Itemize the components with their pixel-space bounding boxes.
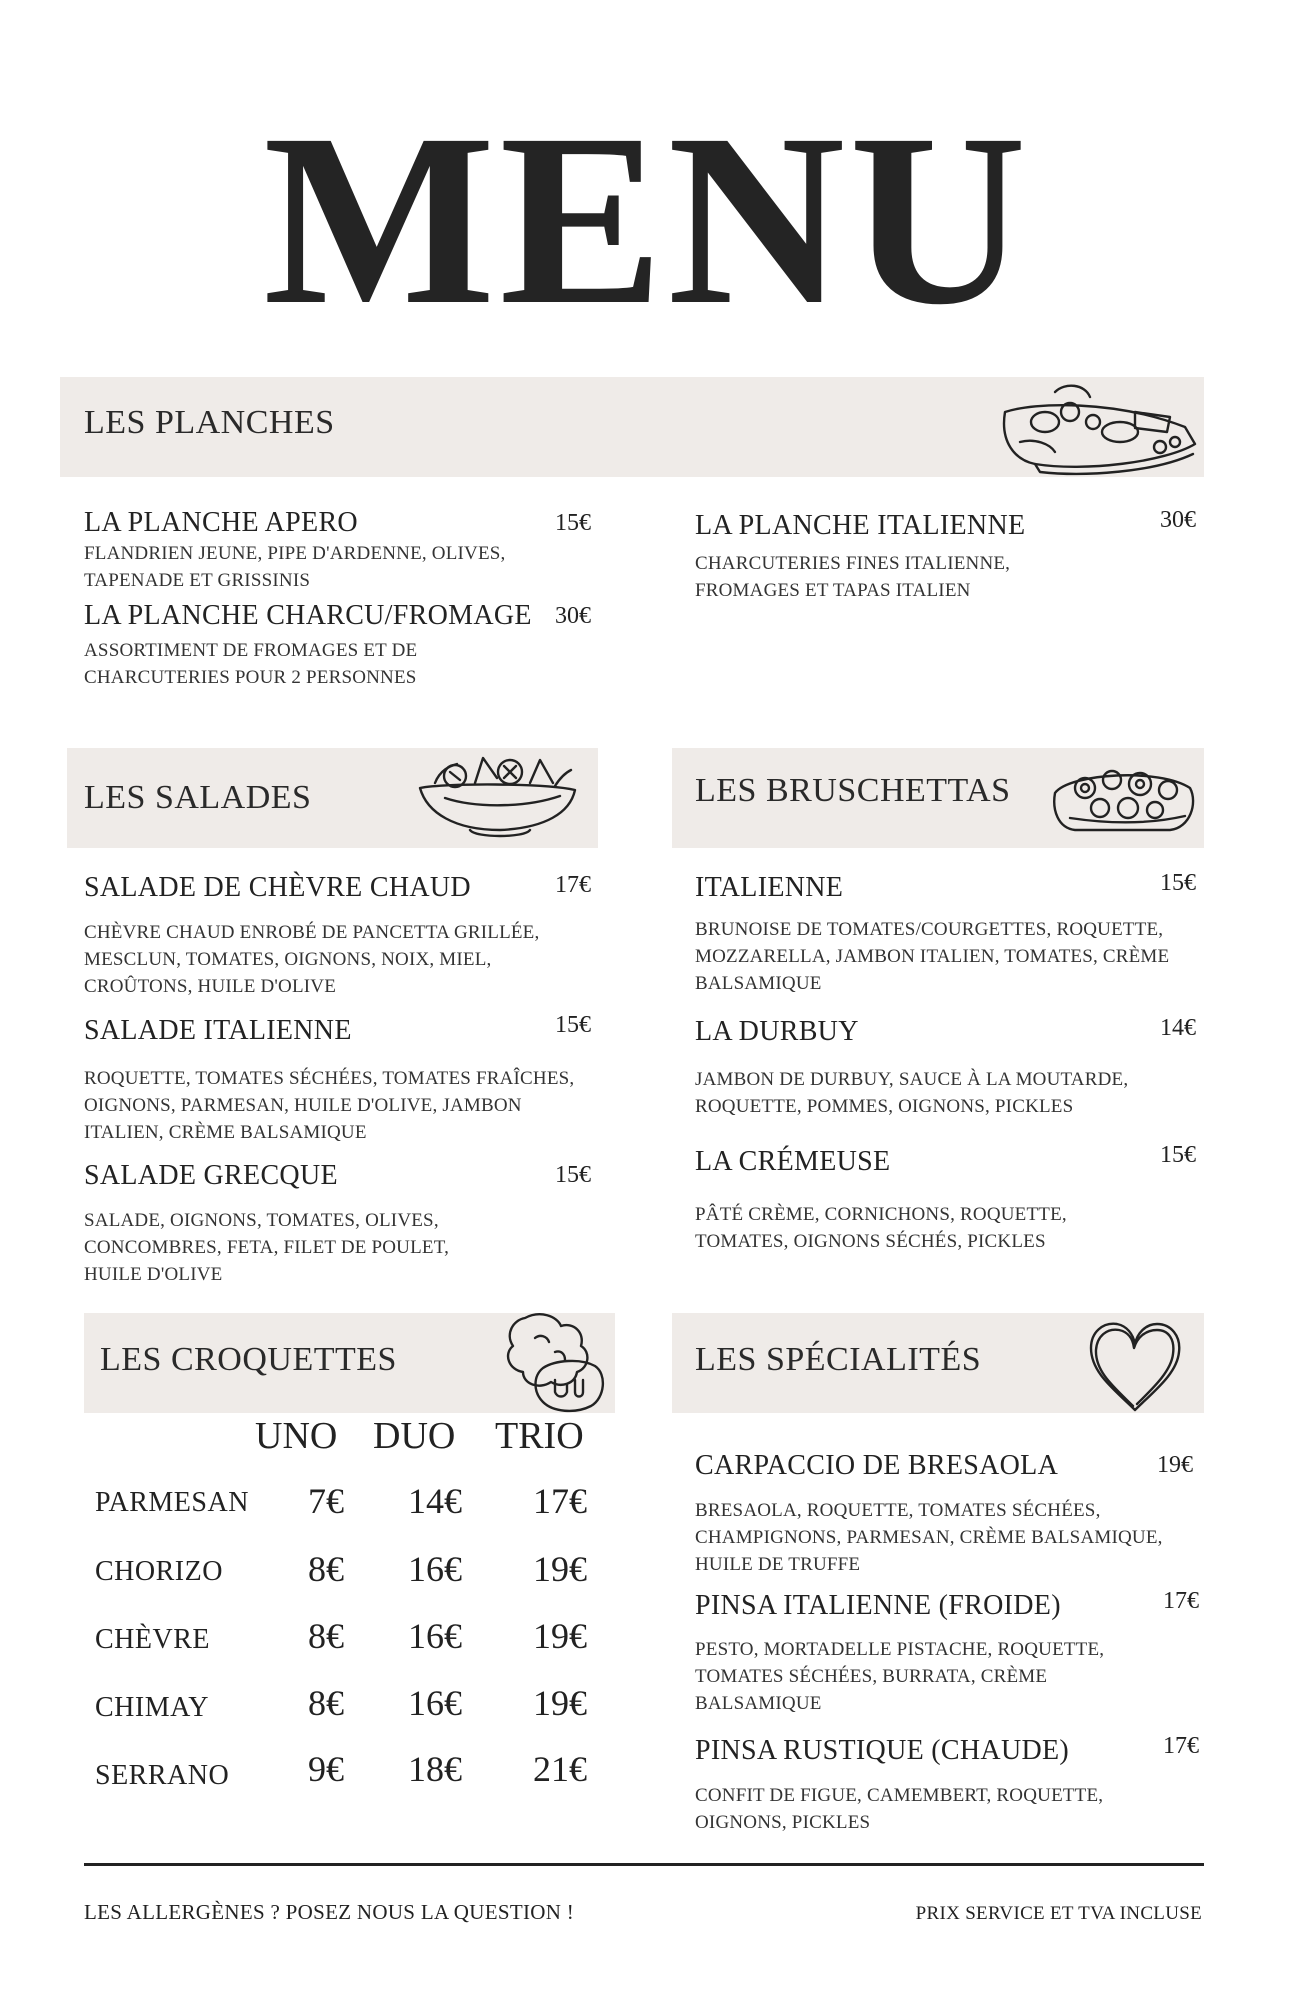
croquettes-col-uno: UNO [255,1415,338,1457]
salade-grecque-price: 15€ [555,1162,591,1188]
planche-charcu-desc: ASSORTIMENT DE FROMAGES ET DE CHARCUTERIES POUR 2 PERSONNES [84,640,418,688]
salade-chevre-desc: CHÈVRE CHAUD ENROBÉ DE PANCETTA GRILLÉE, MESCLUN, TOMATES, OIGNONS, NOIX, MIEL, CROÛTONS, HUILE D'OLIVE [84,922,540,997]
salade-grecque-desc: SALADE, OIGNONS, TOMATES, OLIVES, CONCOMBRES, FETA, FILET DE POULET, HUILE D'OLIVE [84,1210,450,1285]
croquette-price-duo: 16€ [408,1616,462,1656]
croquettes-icon [495,1308,610,1418]
croquette-price-uno: 8€ [308,1683,344,1723]
bruschetta-italienne-desc: BRUNOISE DE TOMATES/COURGETTES, ROQUETTE, MOZZARELLA, JAMBON ITALIEN, TOMATES, CRÈME BALSAMIQUE [695,919,1170,994]
croquette-price-trio: 19€ [533,1549,587,1589]
croquettes-col-trio: TRIO [495,1415,584,1457]
croquette-price-duo: 14€ [408,1481,462,1521]
specialite-carpaccio-desc: BRESAOLA, ROQUETTE, TOMATES SÉCHÉES, CHAMPIGNONS, PARMESAN, CRÈME BALSAMIQUE, HUILE DE TRUFFE [695,1500,1163,1575]
bruschetta-cremeuse-name: LA CRÉMEUSE [695,1146,891,1177]
salade-grecque-name: SALADE GRECQUE [84,1160,338,1191]
salades-heading: LES SALADES [84,779,312,816]
croquettes-heading: LES CROQUETTES [100,1341,397,1378]
croquette-price-trio: 21€ [533,1749,587,1789]
croquette-price-duo: 16€ [408,1549,462,1589]
specialite-pinsa-rustique-desc: CONFIT DE FIGUE, CAMEMBERT, ROQUETTE, OIGNONS, PICKLES [695,1785,1104,1833]
croquette-price-uno: 9€ [308,1749,344,1789]
planche-apero-name: LA PLANCHE APERO [84,507,358,538]
croquette-price-trio: 17€ [533,1481,587,1521]
bruschetta-cremeuse-desc: PÂTÉ CRÈME, CORNICHONS, ROQUETTE, TOMATES, OIGNONS SÉCHÉS, PICKLES [695,1204,1067,1252]
planches-heading: LES PLANCHES [84,404,335,441]
planche-apero-desc: FLANDRIEN JEUNE, PIPE D'ARDENNE, OLIVES, TAPENADE ET GRISSINIS [84,543,506,591]
specialite-pinsa-rustique-name: PINSA RUSTIQUE (CHAUDE) [695,1735,1070,1766]
planche-apero-price: 15€ [555,510,591,536]
croquette-price-uno: 7€ [308,1481,344,1521]
specialite-pinsa-rustique-price: 17€ [1163,1733,1199,1759]
croquette-price-trio: 19€ [533,1616,587,1656]
specialite-carpaccio-name: CARPACCIO DE BRESAOLA [695,1450,1059,1481]
specialite-pinsa-italienne-price: 17€ [1163,1588,1199,1614]
planche-italienne-name: LA PLANCHE ITALIENNE [695,510,1026,541]
croquette-price-uno: 8€ [308,1549,344,1589]
planche-italienne-desc: CHARCUTERIES FINES ITALIENNE, FROMAGES ET TAPAS ITALIEN [695,553,1011,601]
planche-italienne-price: 30€ [1160,507,1196,533]
heart-icon [1085,1318,1185,1418]
specialite-pinsa-italienne-desc: PESTO, MORTADELLE PISTACHE, ROQUETTE, TOMATES SÉCHÉES, BURRATA, CRÈME BALSAMIQUE [695,1639,1105,1714]
bruschetta-italienne-price: 15€ [1160,870,1196,896]
croquette-name: CHORIZO [95,1556,223,1587]
salad-bowl-icon [415,748,580,843]
bruschetta-italienne-name: ITALIENNE [695,872,844,903]
specialite-carpaccio-price: 19€ [1157,1452,1193,1478]
planche-charcu-name: LA PLANCHE CHARCU/FROMAGE [84,600,532,631]
specialites-heading: LES SPÉCIALITÉS [695,1341,982,1378]
salade-italienne-desc: ROQUETTE, TOMATES SÉCHÉES, TOMATES FRAÎCHES, OIGNONS, PARMESAN, HUILE D'OLIVE, JAMBON ITALIEN, CRÈME BALSAMIQUE [84,1068,575,1143]
croquette-price-trio: 19€ [533,1683,587,1723]
croquette-name: CHÈVRE [95,1624,210,1655]
salade-italienne-name: SALADE ITALIENNE [84,1015,352,1046]
bruschetta-durbuy-price: 14€ [1160,1015,1196,1041]
salade-chevre-name: SALADE DE CHÈVRE CHAUD [84,872,471,903]
planche-charcu-price: 30€ [555,603,591,629]
bruschetta-durbuy-name: LA DURBUY [695,1016,859,1047]
salade-chevre-price: 17€ [555,872,591,898]
bruschettas-heading: LES BRUSCHETTAS [695,772,1011,809]
salade-italienne-price: 15€ [555,1012,591,1038]
bruschetta-cremeuse-price: 15€ [1160,1142,1196,1168]
allergens-note: LES ALLERGÈNES ? POSEZ NOUS LA QUESTION ! [84,1900,575,1924]
specialite-pinsa-italienne-name: PINSA ITALIENNE (FROIDE) [695,1590,1061,1621]
bruschetta-icon [1050,758,1200,843]
menu-title: MENU [263,84,1031,356]
croquette-name: CHIMAY [95,1692,209,1723]
croquette-price-duo: 18€ [408,1749,462,1789]
croquette-name: SERRANO [95,1760,230,1791]
charcuterie-board-icon [995,372,1205,482]
croquette-name: PARMESAN [95,1487,249,1518]
croquettes-col-duo: DUO [373,1415,456,1457]
croquette-price-duo: 16€ [408,1683,462,1723]
bruschetta-durbuy-desc: JAMBON DE DURBUY, SAUCE À LA MOUTARDE, ROQUETTE, POMMES, OIGNONS, PICKLES [695,1069,1129,1117]
tva-note: PRIX SERVICE ET TVA INCLUSE [915,1903,1202,1924]
footer-divider [84,1863,1204,1866]
croquette-price-uno: 8€ [308,1616,344,1656]
